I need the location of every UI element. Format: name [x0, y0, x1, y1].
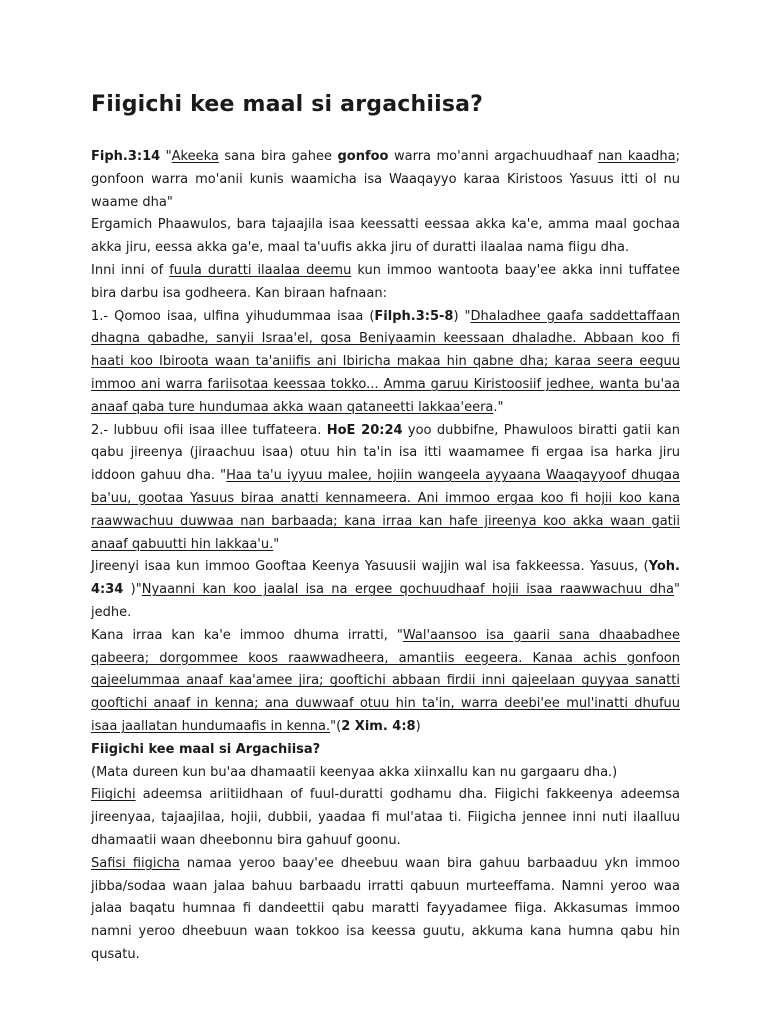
underlined-text: Akeeka: [171, 149, 219, 164]
text-run: "(: [330, 718, 342, 734]
text-run: Kana irraa kan ka'e immoo dhuma irratti, ": [91, 627, 403, 643]
paragraph: [91, 784, 680, 852]
underlined-text: Dhaladhee gaafa saddettaffaan dhagna qabadhe, sanyii Israa'el, gosa Beniyaamin keessaan dhaladhe. Abbaan koo fi haati koo Ibiroota waan ta'aniifis ani Ibiricha makaa hin qabne dha; karaa seera eeguu immoo ani warra fariisotaa keessaa tokko... Amma garuu Kiristoosiif jedhee, wanta bu'aa anaaf qaba ture hundumaa akka waan qataneetti lakkaa'eera: [91, 308, 680, 415]
text-run: Jireenyi isaa kun immoo Gooftaa Keenya Yasuusii wajjin wal isa fakkeessa. Yasuus, (: [91, 559, 649, 575]
bold-text: Filph.3:5-8: [374, 308, 454, 324]
text-run: Ergamich Phaawulos, bara tajaajila isaa keessatti eessaa akka ka'e, amma maal gochaa akka jiru, eessa akka ga'e, maal ta'uufis akka jiru of duratti ilaalaa nama fiigu dha.: [91, 217, 680, 256]
underlined-text: Wal'aansoo isa gaarii sana dhaabadhee qabeera; dorgommee koos raawwadheera, amantiis eegeera. Kanaa achis gonfoon qajeelummaa anaaf kaa'amee jira; gooftichi abbaan firdii inni qajeelaan guyyaa sanatti gooftichi anaaf in kenna; ana duwwaaf otuu hin ta'in, warra deebi'ee mul'inatti dhufuu isaa jaallatan hundumaafis in kenna.: [91, 627, 680, 734]
text-run: sana bira gahee: [218, 149, 338, 164]
text-run: Inni inni of: [91, 262, 170, 278]
text-run: kun immoo wantoota baay'ee akka inni tuffatee bira darbu isa godheera. Kan biraan hafnaan:: [91, 262, 680, 301]
text-run: ": [160, 149, 172, 164]
text-run: yoo dubbifne, Phawuloos biratti gatii kan qabu jireenya (jiraachuu isaa) otuu hin ta'in isa itti waamamee fi ergaa isa harka jiru iddoon gahuu dha. ": [91, 422, 680, 484]
underlined-text: fuula duratti ilaalaa deemu: [169, 262, 352, 278]
text-run: )": [123, 582, 142, 598]
paragraph: [91, 762, 680, 785]
text-run: ) ": [453, 308, 471, 324]
text-run: ; gonfoon warra mo'anii kunis waamicha isa Waaqayyo karaa Kiristoos Yasuus itti ol nu waame dha": [91, 149, 680, 210]
underlined-text: Fiigichi: [91, 787, 136, 803]
text-run: " jedhe.: [91, 582, 680, 620]
document-body: [91, 146, 680, 967]
paragraph: [91, 306, 680, 420]
document-title: Fiigichi kee maal si argachiisa?: [91, 92, 484, 117]
paragraph: [91, 420, 680, 557]
bold-text: gonfoo: [337, 149, 389, 164]
bold-text: Fiph.3:14: [91, 149, 161, 164]
underlined-text: nan kaadha: [597, 149, 676, 164]
text-run: namaa yeroo baay'ee dheebuu waan bira gahuu barbaaduu ykn immoo jibba/sodaa waan jalaa bahuu barbaadu irratti qabuun murteeffama. Namni yeroo waa jalaa baqatu humnaa fi dandeettii qabu maratti fayyadamee fiiga. Akkasumas immoo namni yeroo dheebuun waan tokkoo isa keessa guutu, akkuma kana humna qabu hin qusatu.: [91, 855, 680, 962]
text-run: 1.- Qomoo isaa, ulfina yihudummaa isaa (: [91, 308, 375, 324]
paragraph: [91, 260, 680, 306]
text-run: ": [273, 536, 280, 552]
underlined-text: Nyaanni kan koo jaalal isa na ergee qochuudhaaf hojii isaa raawwachuu dha: [141, 582, 675, 598]
paragraph: [91, 625, 680, 739]
bold-text: 2 Xim. 4:8: [341, 718, 416, 734]
text-run: warra mo'anni argachuudhaaf: [388, 149, 598, 164]
text-run: adeemsa ariitiidhaan of fuul-duratti godhamu dha. Fiigichi fakkeenya adeemsa jireenyaa, tajaajilaa, hojii, dubbii, yaadaa fi mul'ataa ti. Fiigicha jennee inni nuti ilaalluu dhamaatii waan dheebonnu bira gahuuf goonu.: [91, 787, 680, 848]
paragraph: [91, 214, 680, 260]
text-run: .": [493, 399, 504, 415]
underlined-text: Haa ta'u iyyuu malee, hojiin wangeela ayyaana Waaqayyoof dhugaa ba'uu, gootaa Yasuus biraa anatti kennameera. Ani immoo ergaa koo fi hojii koo kana raawwachuu duwwaa nan barbaada; kana irraa kan hafe jireenya koo akka waan gatii anaaf qabuutti hin lakkaa'u.: [91, 468, 680, 552]
text-run: (Mata dureen kun bu'aa dhamaatii keenyaa akka xiinxallu kan nu gargaaru dha.): [91, 764, 618, 780]
paragraph: [91, 739, 680, 762]
bold-text: Fiigichi kee maal si Argachiisa?: [91, 741, 321, 757]
bold-text: HoE 20:24: [326, 422, 403, 438]
paragraph: [91, 146, 680, 214]
text-run: 2.- lubbuu ofii isaa illee tuffateera.: [91, 422, 327, 438]
paragraph: [91, 556, 680, 624]
bold-text: Yoh. 4:34: [91, 559, 680, 598]
underlined-text: Safisi fiigicha: [91, 855, 180, 871]
text-run: ): [415, 718, 421, 734]
paragraph: [91, 853, 680, 967]
